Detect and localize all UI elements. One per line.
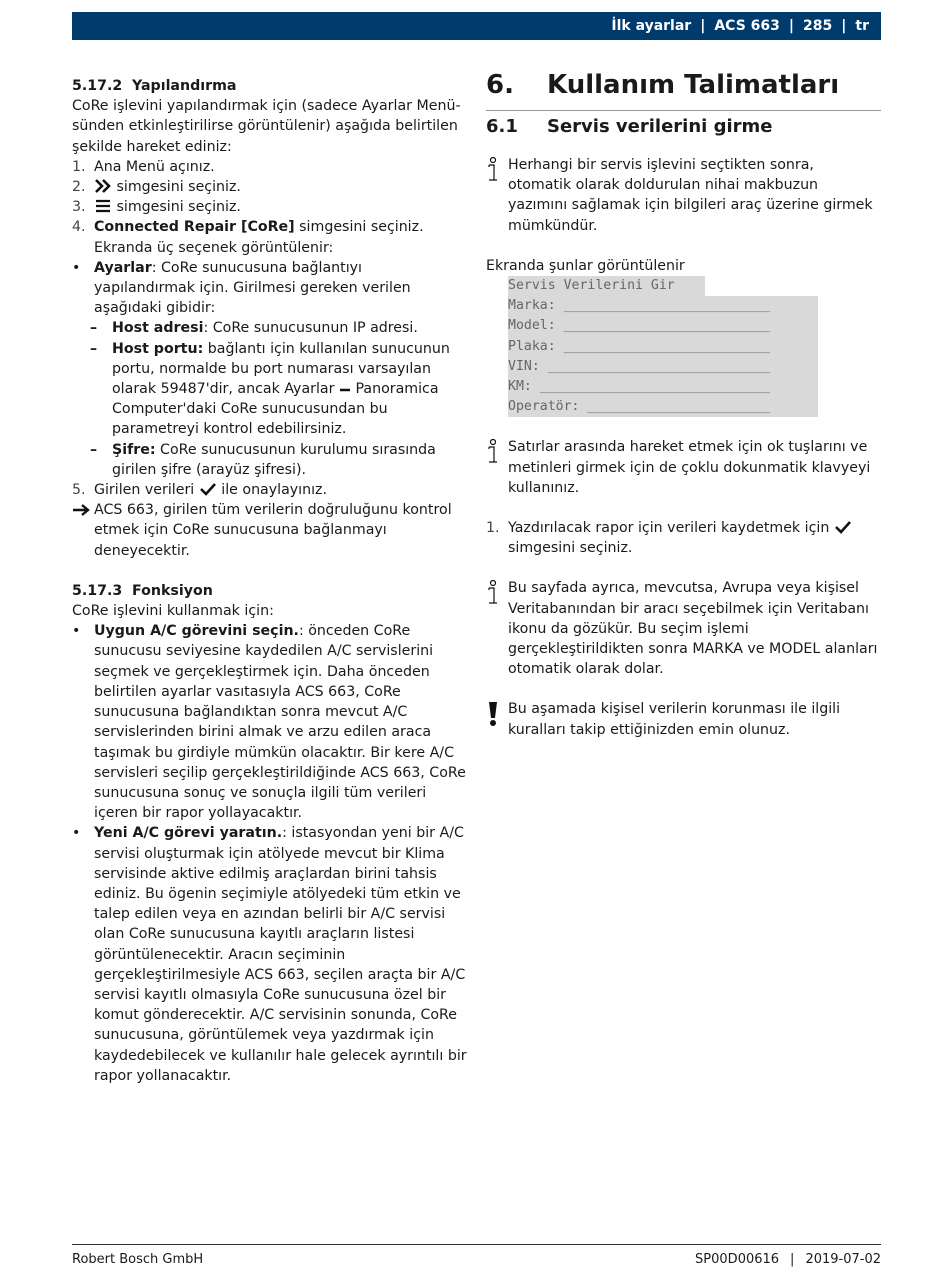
info-note-3: Bu sayfada ayrıca, mevcutsa, Avrupa veya kişisel Veritabanından bir aracı seçebilmek için Veritabanı ikonu da gözükür. Bu seçim işlemi gerçekleştirildikten sonra MARKA ve MODEL alanları otomatik olarak dolar. [486,578,881,679]
field-plaka: Plaka: __________________________ [508,337,818,357]
footer-meta: SP00D00616 | 2019-07-02 [695,1252,881,1267]
screen-preview [508,276,881,417]
menu-icon [94,199,112,213]
step-2: 2. simgesini seçiniz. [72,179,241,196]
bullet-create-task: • Yeni A/C görevi yaratın.: istasyondan yeni bir A/C servisi oluşturmak için atölyede mevcut bir Klima servisinde aktive edilmiş araçlardan birini tahsis ediniz. Bu ögenin seçimiyle atölyedeki tüm etkin ve talep edilen veya en azından belirli bir A/C servisi olan CoRe sunucusuna kayıtlı araçların listesi görüntülenecektir. Aracın seçiminin gerçekleştirilmesiyle ACS 663, seçilen araçta bir A/C servisi kayıtlı olmasıyla CoRe sunucusuna özel bir komut gönderecektir. A/C servisinin sonunda, CoRe sunucusuna, görüntülemek veya yazdırmak için kaydedebilecek ve kullanılır hale gelecek ayrıntılı bir rapor yollanacaktır. [72,825,467,1084]
footer-company: Robert Bosch GmbH [72,1252,204,1267]
left-column [72,76,467,1086]
footer-doc: SP00D00616 [695,1252,780,1267]
step-5: 5. Girilen verileri ile onaylayınız. [72,482,328,499]
result-arrow-icon [72,503,90,517]
config-intro: CoRe işlevini yapılandırmak için (sadece Ayarlar Menü-sünden etkinleştirilirse görüntülenir) aşağıda belirtilen şekilde hareket ediniz: [72,98,461,155]
function-intro: CoRe işlevini kullanmak için: [72,603,274,620]
dash-host-port: – Host portu: bağlantı için kullanılan sunucunun portu, normalde bu port numarası varsayılan olarak 59487'dir, ancak Ayarlar Panoramica Computer'daki CoRe sunucusundan bu parametreyi kontrol edebilirsiniz. [90,340,450,438]
checkmark-icon [834,520,852,534]
double-chevron-icon [94,179,112,193]
field-km: KM: _____________________________ [508,377,818,397]
info-icon [486,580,500,606]
screen-intro: Ekranda şunlar görüntülenir [486,257,685,274]
field-vin: VIN: ____________________________ [508,357,818,377]
dash-host-address: – Host adresi: CoRe sunucusunun IP adresi. [90,320,418,337]
field-marka: Marka: __________________________ [508,296,818,316]
info-note-1: Herhangi bir servis işlevini seçtikten sonra, otomatik olarak doldurulan nihai makbuzun yazımını sağlamak için bilgileri araç üzerine girmek mümkündür. [486,155,881,236]
footer-date: 2019-07-02 [805,1252,881,1267]
bullet-select-task: • Uygun A/C görevini seçin.: önceden CoRe sunucusu seviyesine kaydedilen A/C servislerini seçmek ve gerçekleştirmek için. Daha önceden belirtilen ayarlar vasıtasıyla ACS 663, CoRe sunucusuna bağlandıktan sonra mevcut A/C servislerinden birini almak ve arzu edilen araca taşımak bu girdiyle mümkün olacaktır. Bir kere A/C servisleri seçilip gerçekleştirildiğinde ACS 663, CoRe sunucusuna sonuç ve sonuçla ilgili tüm verileri içeren bir rapor yollayacaktır. [72,623,466,822]
info-icon [486,439,500,465]
header-lang: tr [855,18,869,34]
header-section: İlk ayarlar [611,18,692,34]
bullet-settings: • Ayarlar: CoRe sunucusuna bağlantıyı yapılandırmak için. Girilmesi gereken verilen aşağıdaki gibidir: [72,259,411,317]
info-note-2: Satırlar arasında hareket etmek için ok tuşlarını ve metinleri girmek için de çoklu dokunmatik klavyeyi kullanınız. [486,437,881,498]
dash-password: – Şifre: CoRe sunucusunun kurulumu sırasında girilen şifre (arayüz şifresi). [90,441,436,478]
section-title-6-1: 6.1 Servis verilerini girme [486,116,773,137]
step-4: 4. Connected Repair [CoRe] simgesini seçiniz. Ekranda üç seçenek görüntülenir: [72,219,424,256]
header-page: 285 [803,18,833,34]
step-1: 1. Ana Menü açınız. [72,158,215,175]
section-heading-5-17-3: 5.17.3 Fonksiyon [72,582,213,599]
header-model: ACS 663 [714,18,780,34]
right-column [486,70,881,740]
page-header: İlk ayarlar | ACS 663 | 285 | tr [72,12,881,40]
result-line: ACS 663, girilen tüm verilerin doğruluğunu kontrol etmek için CoRe sunucusuna bağlanmayı deneyecektir. [72,500,467,561]
chapter-title: 6. Kullanım Talimatları [486,70,881,111]
warning-icon [486,701,500,727]
checkmark-icon [199,482,217,496]
info-icon [486,157,500,183]
dash-arrow-icon [339,385,351,395]
step-3: 3. simgesini seçiniz. [72,199,241,216]
save-step: 1. Yazdırılacak rapor için verileri kaydetmek için simgesini seçiniz. [486,518,881,558]
field-operator: Operatör: _______________________ [508,397,818,417]
section-heading-5-17-2: 5.17.2 Yapılandırma [72,78,237,94]
field-model: Model: __________________________ [508,316,818,336]
footer-divider [72,1244,881,1245]
warning-note: Bu aşamada kişisel verilerin korunması ile ilgili kuralları takip ettiğinizden emin olunuz. [486,699,881,739]
screen-title: Servis Verilerini Gir [508,276,705,296]
